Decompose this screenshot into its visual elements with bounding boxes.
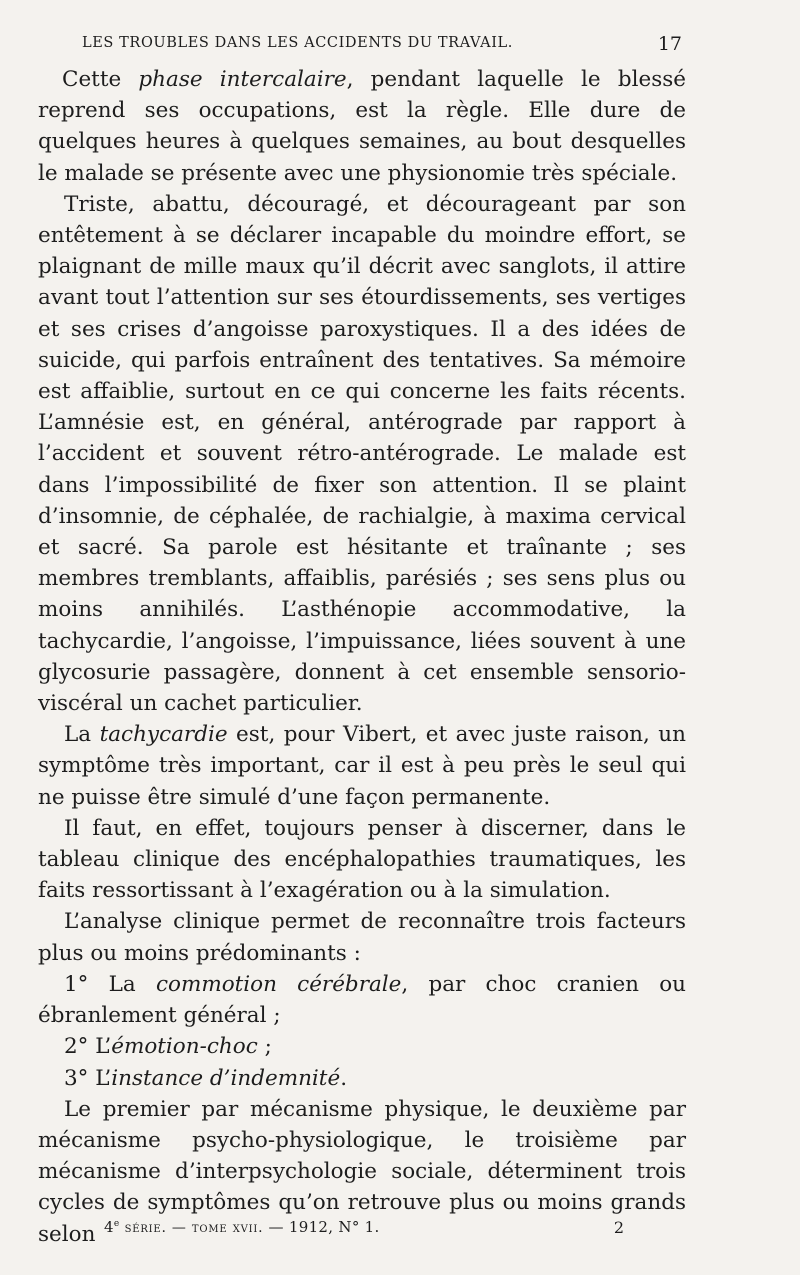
body-text bbox=[38, 64, 686, 1250]
list-item: 3° L’instance d’indemnité. bbox=[64, 1065, 348, 1091]
paragraph-5: L’analyse clinique permet de reconnaître trois facteurs plus ou moins prédominants : bbox=[38, 909, 686, 966]
paragraph-4: Il faut, en effet, toujours penser à discerner, dans le tableau clinique des encéphalopathies traumatiques, les faits ressortissant à l’exagération ou à la simulation. bbox=[38, 815, 686, 904]
page-footer bbox=[104, 1218, 624, 1242]
sheet-number: 2 bbox=[613, 1218, 624, 1237]
list-item: 2° L’émotion-choc ; bbox=[64, 1034, 272, 1060]
page-header bbox=[82, 33, 682, 61]
emphasis-phase-intercalaire: phase intercalaire bbox=[138, 67, 347, 92]
list-item: 1° La commotion cérébrale, par choc cranien ou ébranlement général ; bbox=[38, 971, 687, 1029]
paragraph-3: La tachycardie est, pour Vibert, et avec juste raison, un symptôme très important, car il est à peu près le seul qui ne puisse être simulé d’une façon permanente. bbox=[38, 722, 687, 810]
page-number: 17 bbox=[657, 33, 682, 55]
emphasis-tachycardie: tachycardie bbox=[99, 722, 228, 748]
running-head: LES TROUBLES DANS LES ACCIDENTS DU TRAVAIL. bbox=[82, 35, 513, 51]
signature-line: 4e série. — tome xvii. — 1912, N° 1. bbox=[104, 1218, 380, 1236]
paragraph-1: Cette phase intercalaire, pendant laquelle le blessé reprend ses occupations, est la règle. Elle dure de quelques heures à quelques semaines, au bout desquelles le malade se présente avec une physionomie très spéciale. bbox=[38, 67, 686, 186]
paragraph-2: Triste, abattu, découragé, et décourageant par son entêtement à se déclarer incapable du moindre effort, se plaignant de mille maux qu’il décrit avec sanglots, il attire avant tout l’attention sur ses étourdissements, ses vertiges et ses crises d’angoisse paroxystiques. Il a des idées de suicide, qui parfois entraînent des tentatives. Sa mémoire est affaiblie, surtout en ce qui concerne les faits récents. L’amnésie est, en général, antérograde par rapport à l’accident et souvent rétro-antérograde. Le malade est dans l’impossibilité de fixer son attention. Il se plaint d’insomnie, de céphalée, de rachialgie, à maxima cervical et sacré. Sa parole est hésitante et traînante ; ses membres tremblants, affaiblis, parésiés ; ses sens plus ou moins annihilés. L’asthénopie accommodative, la tachycardie, l’angoisse, l’impuissance, liées souvent à une glycosurie passagère, donnent à cet ensemble sensorio-viscéral un cachet particulier. bbox=[38, 191, 686, 717]
paragraph-6: Le premier par mécanisme physique, le deuxième par mécanisme psycho-physiologique, le troisième par mécanisme d’interpsychologie sociale, déterminent trois cycles de symptômes qu’on retrouve plus ou moins grands selon bbox=[38, 1096, 686, 1247]
